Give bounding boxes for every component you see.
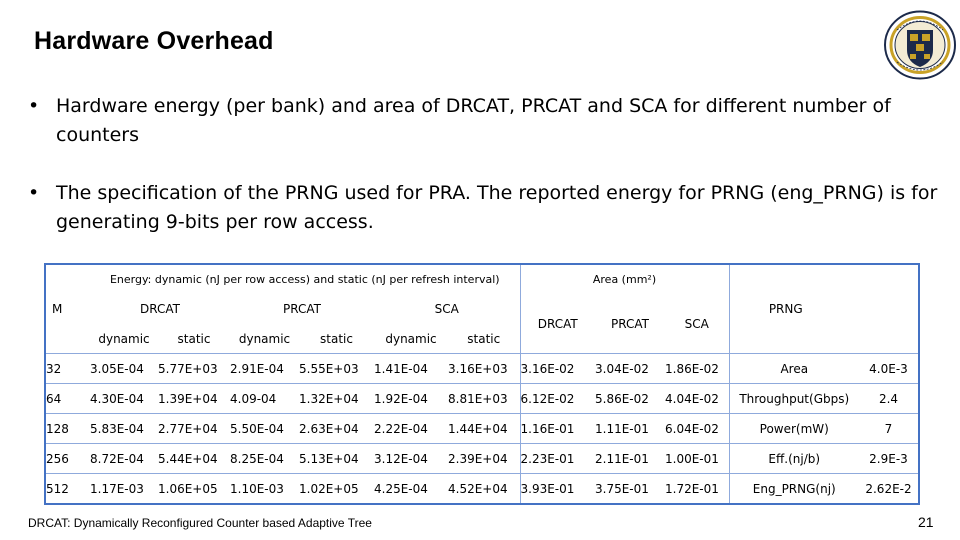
prng-header (729, 264, 919, 354)
prng-value: 2.62E-2 (859, 474, 919, 505)
prng-value: 7 (859, 414, 919, 444)
table-cell: 3.04E-02 (595, 354, 665, 384)
prng-value: 2.9E-3 (859, 444, 919, 474)
slide-title: Hardware Overhead (34, 27, 274, 55)
table-cell: 2.63E+04 (299, 414, 374, 444)
table-cell: 8.25E-04 (230, 444, 299, 474)
area-header-prcat: PRCAT (611, 316, 649, 331)
area-header-drcat: DRCAT (520, 294, 595, 354)
table-cell: 1.39E+04 (158, 384, 230, 414)
table-cell: 1.72E-01 (665, 474, 729, 505)
prng-label: Throughput(Gbps) (729, 384, 859, 414)
table-cell: 8.81E+03 (448, 384, 520, 414)
area-header: Area (mm²) (520, 264, 729, 294)
table-cell: 3.05E-04 (90, 354, 158, 384)
bullet-text: Hardware energy (per bank) and area of DRCAT, PRCAT and SCA for different number of counters (56, 95, 891, 146)
table-cell: 6.12E-02 (520, 384, 595, 414)
table-cell: 1.86E-02 (665, 354, 729, 384)
prng-label: Eff.(nj/b) (729, 444, 859, 474)
table-row (45, 414, 919, 444)
area-header-sca: SCA (684, 316, 709, 331)
table-row (45, 384, 919, 414)
prng-label: Power(mW) (729, 414, 859, 444)
table-cell: 3.16E+03 (448, 354, 520, 384)
table-cell: 2.22E-04 (374, 414, 448, 444)
table-cell: 4.30E-04 (90, 384, 158, 414)
table-cell: 2.77E+04 (158, 414, 230, 444)
table-cell: 8.72E-04 (90, 444, 158, 474)
m-header-cell (45, 264, 90, 354)
energy-header: Energy: dynamic (nJ per row access) and static (nJ per refresh interval) (90, 264, 520, 294)
table-cell: 1.17E-03 (90, 474, 158, 505)
m-value: 512 (45, 474, 90, 505)
table-cell: 2.11E-01 (595, 444, 665, 474)
table-cell: 4.25E-04 (374, 474, 448, 505)
table-cell: 4.09-04 (230, 384, 299, 414)
table-cell: 3.12E-04 (374, 444, 448, 474)
bullet-dot: • (28, 182, 40, 204)
prng-label: Area (729, 354, 859, 384)
m-value: 64 (45, 384, 90, 414)
table-cell: 1.06E+05 (158, 474, 230, 505)
scheme-header-prcat: PRCAT (283, 302, 321, 316)
table-cell: 6.04E-02 (665, 414, 729, 444)
m-value: 256 (45, 444, 90, 474)
subheader-drcat-static: static (177, 331, 211, 346)
university-seal-icon (883, 10, 957, 80)
subheader-sca-dynamic: dynamic (385, 331, 437, 346)
hardware-overhead-table (44, 263, 920, 505)
scheme-header-drcat: DRCAT (140, 302, 180, 316)
table-cell: 2.23E-01 (520, 444, 595, 474)
subheader-prcat-static: static (320, 331, 353, 346)
table-cell: 4.04E-02 (665, 384, 729, 414)
table-cell: 2.91E-04 (230, 354, 299, 384)
prng-value: 4.0E-3 (859, 354, 919, 384)
table-cell: 4.52E+04 (448, 474, 520, 505)
table-row (45, 444, 919, 474)
subheader-prcat-dynamic: dynamic (238, 331, 291, 346)
table-cell: 1.11E-01 (595, 414, 665, 444)
m-value: 128 (45, 414, 90, 444)
table-cell: 5.86E-02 (595, 384, 665, 414)
scheme-header-sca: SCA (434, 302, 459, 316)
page-number: 21 (918, 514, 934, 530)
prng-label: Eng_PRNG(nj) (729, 474, 859, 505)
table-cell: 3.93E-01 (520, 474, 595, 505)
subheader-drcat-dynamic: dynamic (98, 331, 150, 346)
table-cell: 3.75E-01 (595, 474, 665, 505)
footnote: DRCAT: Dynamically Reconfigured Counter based Adaptive Tree (28, 516, 372, 530)
table-cell: 5.44E+04 (158, 444, 230, 474)
bullet-dot: • (28, 95, 40, 117)
table-cell: 5.13E+04 (299, 444, 374, 474)
m-value: 32 (45, 354, 90, 384)
table-cell: 1.02E+05 (299, 474, 374, 505)
prng-header-label: PRNG (768, 302, 803, 316)
table-cell: 5.55E+03 (299, 354, 374, 384)
table-cell: 1.41E-04 (374, 354, 448, 384)
table-cell: 5.83E-04 (90, 414, 158, 444)
table-cell: 1.10E-03 (230, 474, 299, 505)
table-row (45, 354, 919, 384)
table-cell: 1.44E+04 (448, 414, 520, 444)
subheader-sca-static: static (467, 331, 501, 346)
table-cell: 5.77E+03 (158, 354, 230, 384)
table-cell: 1.16E-01 (520, 414, 595, 444)
table-cell: 1.00E-01 (665, 444, 729, 474)
bullet-text: The specification of the PRNG used for PRA. The reported energy for PRNG (eng_PRNG) is for generating 9-bits per row access. (56, 182, 938, 233)
m-header: M (52, 302, 63, 316)
table-cell: 5.50E-04 (230, 414, 299, 444)
table-row (45, 474, 919, 505)
prng-value: 2.4 (859, 384, 919, 414)
table-cell: 2.39E+04 (448, 444, 520, 474)
table-cell: 3.16E-02 (520, 354, 595, 384)
table-cell: 1.32E+04 (299, 384, 374, 414)
table-cell: 1.92E-04 (374, 384, 448, 414)
